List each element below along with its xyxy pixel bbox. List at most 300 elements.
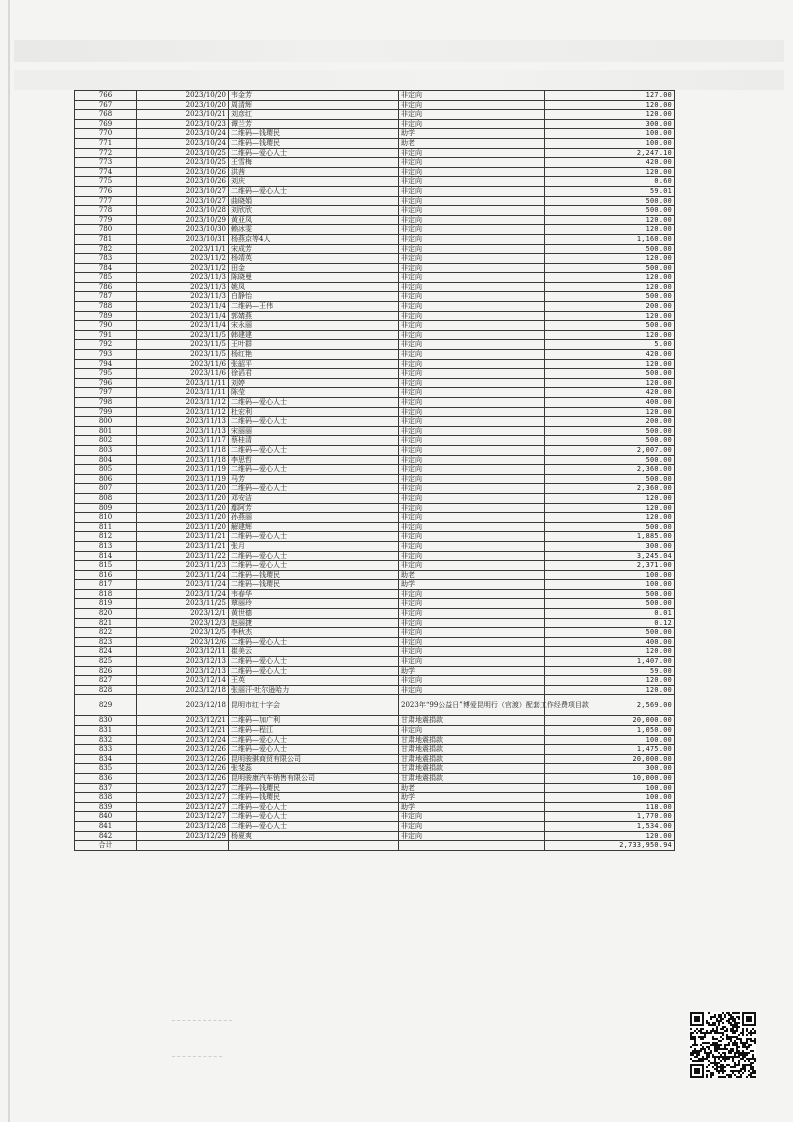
- row-amount: 120.00: [545, 503, 675, 513]
- table-row: [75, 474, 675, 484]
- row-number: 788: [75, 302, 137, 312]
- row-amount: 500.00: [545, 455, 675, 465]
- table-row: [75, 302, 675, 312]
- table-row: [75, 167, 675, 177]
- row-date: 2023/11/24: [137, 580, 229, 590]
- row-purpose: 非定向: [399, 119, 545, 129]
- table-row: [75, 812, 675, 822]
- row-amount: 0.60: [545, 177, 675, 187]
- table-row: [75, 234, 675, 244]
- row-number: 806: [75, 474, 137, 484]
- row-purpose: 非定向: [399, 100, 545, 110]
- row-amount: 300.00: [545, 119, 675, 129]
- row-donor: 杨夏爽: [229, 831, 399, 841]
- row-donor: 覃丽玲: [229, 599, 399, 609]
- row-number: 838: [75, 793, 137, 803]
- row-amount: 500.00: [545, 196, 675, 206]
- row-donor: 二维码—爱心人士: [229, 465, 399, 475]
- faint-mark: [172, 1020, 232, 1022]
- table-row: [75, 436, 675, 446]
- row-amount: 1,407.00: [545, 657, 675, 667]
- row-donor: 昆明骏骐商贸有限公司: [229, 754, 399, 764]
- row-number: 791: [75, 330, 137, 340]
- row-date: 2023/11/2: [137, 263, 229, 273]
- row-date: 2023/12/27: [137, 812, 229, 822]
- table-row: [75, 695, 675, 716]
- row-purpose: 助学: [399, 580, 545, 590]
- row-number: 775: [75, 177, 137, 187]
- row-amount: 59.01: [545, 186, 675, 196]
- row-amount: 1,050.00: [545, 726, 675, 736]
- row-donor: 昆明骏康汽车销售有限公司: [229, 773, 399, 783]
- ledger-body: [75, 91, 675, 851]
- row-amount: 120.00: [545, 273, 675, 283]
- row-number: 795: [75, 369, 137, 379]
- table-row: [75, 206, 675, 216]
- row-number: 804: [75, 455, 137, 465]
- row-donor: 杨燕京等4人: [229, 234, 399, 244]
- row-amount: 120.00: [545, 407, 675, 417]
- table-row: [75, 359, 675, 369]
- row-donor: 陈晓曼: [229, 273, 399, 283]
- row-donor: 孙燕丽: [229, 513, 399, 523]
- total-empty-cell: [137, 841, 229, 851]
- row-number: 833: [75, 745, 137, 755]
- table-row: [75, 484, 675, 494]
- row-amount: 500.00: [545, 522, 675, 532]
- row-date: 2023/12/6: [137, 637, 229, 647]
- row-purpose: 非定向: [399, 726, 545, 736]
- qr-code-icon: [690, 1012, 756, 1078]
- row-purpose: 非定向: [399, 91, 545, 101]
- table-row: [75, 532, 675, 542]
- table-row: [75, 407, 675, 417]
- table-row: [75, 764, 675, 774]
- row-purpose: 2023年“99公益日”博爱昆明行（官渡）配套工作经费项目款: [399, 695, 545, 716]
- row-date: 2023/11/5: [137, 350, 229, 360]
- row-number: 822: [75, 628, 137, 638]
- row-amount: 500.00: [545, 599, 675, 609]
- row-amount: 100.00: [545, 129, 675, 139]
- row-purpose: 非定向: [399, 599, 545, 609]
- row-number: 785: [75, 273, 137, 283]
- row-number: 826: [75, 666, 137, 676]
- row-purpose: 非定向: [399, 186, 545, 196]
- row-amount: 120.00: [545, 359, 675, 369]
- row-purpose: 非定向: [399, 273, 545, 283]
- row-donor: 崔美云: [229, 647, 399, 657]
- row-purpose: 非定向: [399, 541, 545, 551]
- row-date: 2023/11/4: [137, 311, 229, 321]
- row-amount: 500.00: [545, 263, 675, 273]
- row-date: 2023/10/26: [137, 167, 229, 177]
- row-date: 2023/11/20: [137, 484, 229, 494]
- table-row: [75, 745, 675, 755]
- faint-mark: [172, 1056, 222, 1058]
- row-purpose: 非定向: [399, 831, 545, 841]
- row-purpose: 非定向: [399, 350, 545, 360]
- row-amount: 120.00: [545, 378, 675, 388]
- row-date: 2023/11/19: [137, 465, 229, 475]
- row-donor: 白静怡: [229, 292, 399, 302]
- row-number: 792: [75, 340, 137, 350]
- row-purpose: 甘肃地震捐款: [399, 773, 545, 783]
- table-row: [75, 503, 675, 513]
- table-row: [75, 735, 675, 745]
- row-purpose: 非定向: [399, 388, 545, 398]
- row-donor: 蔡桂清: [229, 436, 399, 446]
- row-purpose: 非定向: [399, 821, 545, 831]
- row-date: 2023/11/5: [137, 330, 229, 340]
- row-date: 2023/11/18: [137, 445, 229, 455]
- row-purpose: 非定向: [399, 417, 545, 427]
- table-row: [75, 330, 675, 340]
- row-donor: 马芳: [229, 474, 399, 484]
- row-purpose: 甘肃地震捐款: [399, 745, 545, 755]
- row-purpose: 非定向: [399, 455, 545, 465]
- row-number: 767: [75, 100, 137, 110]
- table-row: [75, 340, 675, 350]
- row-number: 836: [75, 773, 137, 783]
- row-date: 2023/10/25: [137, 158, 229, 168]
- table-row: [75, 580, 675, 590]
- row-date: 2023/12/26: [137, 764, 229, 774]
- row-number: 777: [75, 196, 137, 206]
- row-date: 2023/10/24: [137, 129, 229, 139]
- row-number: 789: [75, 311, 137, 321]
- row-date: 2023/12/18: [137, 695, 229, 716]
- table-row: [75, 831, 675, 841]
- row-donor: 张韶平: [229, 359, 399, 369]
- row-donor: 杜宏利: [229, 407, 399, 417]
- row-date: 2023/11/20: [137, 522, 229, 532]
- table-row: [75, 783, 675, 793]
- row-donor: 二维码—爱心人士: [229, 745, 399, 755]
- row-purpose: 甘肃地震捐款: [399, 735, 545, 745]
- row-purpose: 非定向: [399, 244, 545, 254]
- row-amount: 420.00: [545, 350, 675, 360]
- table-row: [75, 522, 675, 532]
- table-row: [75, 609, 675, 619]
- row-date: 2023/11/25: [137, 599, 229, 609]
- row-date: 2023/12/27: [137, 802, 229, 812]
- row-number: 770: [75, 129, 137, 139]
- table-row: [75, 657, 675, 667]
- row-amount: 2,360.00: [545, 484, 675, 494]
- row-amount: 120.00: [545, 330, 675, 340]
- row-donor: 二维码—爱心人士: [229, 186, 399, 196]
- table-row: [75, 561, 675, 571]
- row-donor: 王雪梅: [229, 158, 399, 168]
- row-number: 815: [75, 561, 137, 571]
- row-number: 782: [75, 244, 137, 254]
- row-donor: 二维码—爱心人士: [229, 417, 399, 427]
- row-amount: 20,000.00: [545, 716, 675, 726]
- row-purpose: 助老: [399, 138, 545, 148]
- row-date: 2023/12/21: [137, 716, 229, 726]
- row-date: 2023/11/3: [137, 273, 229, 283]
- row-amount: 59.00: [545, 666, 675, 676]
- row-purpose: 非定向: [399, 609, 545, 619]
- table-row: [75, 773, 675, 783]
- row-donor: 二维码—爱心人士: [229, 812, 399, 822]
- row-date: 2023/11/13: [137, 417, 229, 427]
- row-amount: 120.00: [545, 513, 675, 523]
- row-purpose: 非定向: [399, 589, 545, 599]
- table-row: [75, 637, 675, 647]
- row-purpose: 非定向: [399, 398, 545, 408]
- row-amount: 2,371.00: [545, 561, 675, 571]
- row-amount: 120.00: [545, 100, 675, 110]
- row-date: 2023/12/11: [137, 647, 229, 657]
- row-donor: 邓安洁: [229, 493, 399, 503]
- row-donor: 二维码—钱璎民: [229, 570, 399, 580]
- row-date: 2023/10/31: [137, 234, 229, 244]
- row-amount: 120.00: [545, 110, 675, 120]
- row-number: 839: [75, 802, 137, 812]
- row-donor: 鄢阿芳: [229, 503, 399, 513]
- row-donor: 二维码—钱璎民: [229, 783, 399, 793]
- row-purpose: 非定向: [399, 234, 545, 244]
- table-row: [75, 321, 675, 331]
- row-number: 796: [75, 378, 137, 388]
- row-purpose: 非定向: [399, 484, 545, 494]
- donation-ledger-table: [74, 90, 675, 851]
- table-row: [75, 263, 675, 273]
- row-donor: 二维码—爱心人士: [229, 637, 399, 647]
- row-date: 2023/12/27: [137, 783, 229, 793]
- row-purpose: 助学: [399, 666, 545, 676]
- row-date: 2023/12/13: [137, 666, 229, 676]
- row-number: 766: [75, 91, 137, 101]
- row-number: 783: [75, 254, 137, 264]
- row-number: 814: [75, 551, 137, 561]
- row-purpose: 非定向: [399, 436, 545, 446]
- row-number: 811: [75, 522, 137, 532]
- table-row: [75, 793, 675, 803]
- row-purpose: 非定向: [399, 167, 545, 177]
- row-purpose: 助学: [399, 129, 545, 139]
- row-date: 2023/11/6: [137, 359, 229, 369]
- row-amount: 100.00: [545, 570, 675, 580]
- row-donor: 王叶群: [229, 340, 399, 350]
- row-amount: 1,160.00: [545, 234, 675, 244]
- row-number: 842: [75, 831, 137, 841]
- row-amount: 120.00: [545, 493, 675, 503]
- table-row: [75, 350, 675, 360]
- row-donor: 杨靖英: [229, 254, 399, 264]
- row-date: 2023/12/1: [137, 609, 229, 619]
- row-donor: 徐滔君: [229, 369, 399, 379]
- row-donor: 二维码—王伟: [229, 302, 399, 312]
- row-purpose: 非定向: [399, 225, 545, 235]
- row-number: 825: [75, 657, 137, 667]
- row-amount: 120.00: [545, 311, 675, 321]
- row-donor: 刘欣欣: [229, 206, 399, 216]
- row-date: 2023/11/11: [137, 388, 229, 398]
- row-purpose: 非定向: [399, 513, 545, 523]
- row-purpose: 非定向: [399, 158, 545, 168]
- row-amount: 3,245.04: [545, 551, 675, 561]
- row-amount: 10,000.00: [545, 773, 675, 783]
- row-number: 816: [75, 570, 137, 580]
- table-row: [75, 551, 675, 561]
- row-date: 2023/11/22: [137, 551, 229, 561]
- row-donor: 二维码—爱心人士: [229, 551, 399, 561]
- row-purpose: 非定向: [399, 493, 545, 503]
- table-row: [75, 716, 675, 726]
- row-date: 2023/11/5: [137, 340, 229, 350]
- row-amount: 120.00: [545, 215, 675, 225]
- row-amount: 100.00: [545, 138, 675, 148]
- table-row: [75, 91, 675, 101]
- row-amount: 500.00: [545, 206, 675, 216]
- row-donor: 二维码—爱心人士: [229, 484, 399, 494]
- row-amount: 127.00: [545, 91, 675, 101]
- table-row: [75, 726, 675, 736]
- row-purpose: 非定向: [399, 254, 545, 264]
- row-purpose: 非定向: [399, 503, 545, 513]
- row-donor: 二维码—爱心人士: [229, 802, 399, 812]
- row-date: 2023/11/1: [137, 244, 229, 254]
- row-amount: 420.00: [545, 388, 675, 398]
- row-number: 779: [75, 215, 137, 225]
- row-number: 835: [75, 764, 137, 774]
- row-date: 2023/10/26: [137, 177, 229, 187]
- row-date: 2023/12/3: [137, 618, 229, 628]
- row-number: 805: [75, 465, 137, 475]
- table-row: [75, 158, 675, 168]
- row-amount: 20,000.00: [545, 754, 675, 764]
- row-amount: 500.00: [545, 244, 675, 254]
- row-amount: 100.00: [545, 793, 675, 803]
- total-label: 合计: [75, 841, 137, 851]
- row-date: 2023/12/24: [137, 735, 229, 745]
- row-amount: 400.00: [545, 637, 675, 647]
- table-row: [75, 628, 675, 638]
- row-date: 2023/11/13: [137, 426, 229, 436]
- row-donor: 韦春华: [229, 589, 399, 599]
- row-donor: 韦金芳: [229, 91, 399, 101]
- row-donor: 二维码—爱心人士: [229, 821, 399, 831]
- row-date: 2023/10/30: [137, 225, 229, 235]
- row-purpose: 非定向: [399, 618, 545, 628]
- row-donor: 李秋杰: [229, 628, 399, 638]
- row-donor: 刘庆: [229, 177, 399, 187]
- row-amount: 1,475.00: [545, 745, 675, 755]
- row-number: 812: [75, 532, 137, 542]
- row-amount: 120.00: [545, 831, 675, 841]
- row-number: 803: [75, 445, 137, 455]
- row-number: 823: [75, 637, 137, 647]
- table-row: [75, 148, 675, 158]
- table-row: [75, 196, 675, 206]
- row-amount: 120.00: [545, 647, 675, 657]
- row-number: 773: [75, 158, 137, 168]
- row-number: 830: [75, 716, 137, 726]
- row-date: 2023/11/20: [137, 513, 229, 523]
- row-date: 2023/11/11: [137, 378, 229, 388]
- row-number: 786: [75, 282, 137, 292]
- row-purpose: 甘肃地震捐款: [399, 716, 545, 726]
- total-empty-cell: [399, 841, 545, 851]
- row-date: 2023/12/27: [137, 793, 229, 803]
- row-purpose: 非定向: [399, 378, 545, 388]
- row-amount: 2,569.00: [545, 695, 675, 716]
- row-amount: 100.00: [545, 735, 675, 745]
- row-date: 2023/11/2: [137, 254, 229, 264]
- row-donor: 二维码—钱璎民: [229, 580, 399, 590]
- row-date: 2023/11/18: [137, 455, 229, 465]
- row-date: 2023/12/21: [137, 726, 229, 736]
- row-number: 780: [75, 225, 137, 235]
- row-amount: 1,885.00: [545, 532, 675, 542]
- row-purpose: 非定向: [399, 177, 545, 187]
- row-date: 2023/11/24: [137, 570, 229, 580]
- row-purpose: 非定向: [399, 532, 545, 542]
- row-donor: 二维码—加广利: [229, 716, 399, 726]
- row-donor: 宋永丽: [229, 321, 399, 331]
- row-donor: 昆明市红十字会: [229, 695, 399, 716]
- row-donor: 二维码—爱心人士: [229, 398, 399, 408]
- row-purpose: 非定向: [399, 551, 545, 561]
- row-number: 776: [75, 186, 137, 196]
- row-donor: 郭婧燕: [229, 311, 399, 321]
- row-donor: 张月: [229, 541, 399, 551]
- row-donor: 二维码—爱心人士: [229, 445, 399, 455]
- table-row: [75, 426, 675, 436]
- row-purpose: 非定向: [399, 148, 545, 158]
- row-amount: 118.00: [545, 802, 675, 812]
- row-date: 2023/11/4: [137, 321, 229, 331]
- row-amount: 5.00: [545, 340, 675, 350]
- row-number: 769: [75, 119, 137, 129]
- row-amount: 2,247.10: [545, 148, 675, 158]
- row-amount: 500.00: [545, 369, 675, 379]
- row-date: 2023/11/19: [137, 474, 229, 484]
- row-amount: 1,770.00: [545, 812, 675, 822]
- row-date: 2023/10/25: [137, 148, 229, 158]
- total-amount: 2,733,950.94: [545, 841, 675, 851]
- row-number: 810: [75, 513, 137, 523]
- table-row: [75, 445, 675, 455]
- table-row: [75, 388, 675, 398]
- row-purpose: 非定向: [399, 359, 545, 369]
- table-row: [75, 225, 675, 235]
- row-amount: 500.00: [545, 474, 675, 484]
- row-donor: 二维码—程江: [229, 726, 399, 736]
- row-donor: 周清辉: [229, 100, 399, 110]
- row-purpose: 非定向: [399, 561, 545, 571]
- row-donor: 黄世德: [229, 609, 399, 619]
- row-donor: 解建辉: [229, 522, 399, 532]
- row-donor: 李思哲: [229, 455, 399, 465]
- row-date: 2023/10/20: [137, 100, 229, 110]
- row-number: 831: [75, 726, 137, 736]
- table-row: [75, 455, 675, 465]
- row-donor: 二维码—爱心人士: [229, 735, 399, 745]
- row-donor: 王英: [229, 676, 399, 686]
- page-edge: [8, 0, 10, 1122]
- row-purpose: 助学: [399, 802, 545, 812]
- row-donor: 刘婷: [229, 378, 399, 388]
- row-purpose: 非定向: [399, 465, 545, 475]
- row-purpose: 非定向: [399, 263, 545, 273]
- row-purpose: 非定向: [399, 474, 545, 484]
- row-purpose: 助老: [399, 783, 545, 793]
- row-number: 768: [75, 110, 137, 120]
- scan-artifact: [14, 70, 784, 90]
